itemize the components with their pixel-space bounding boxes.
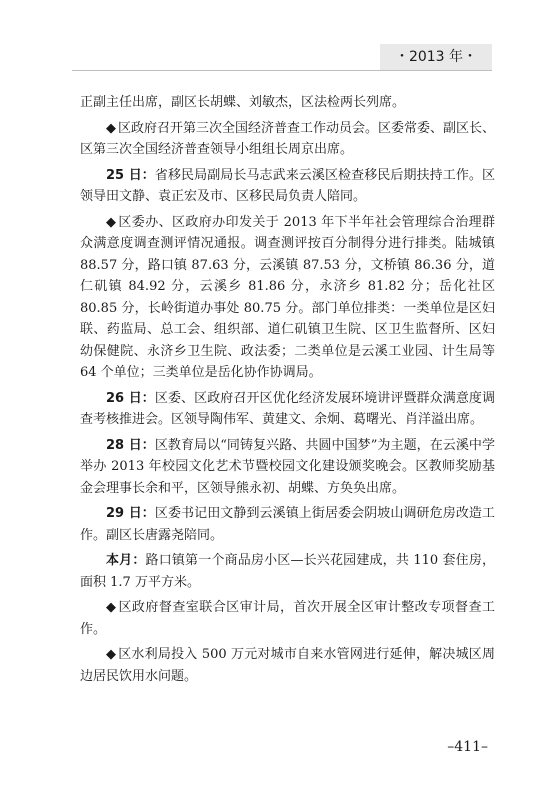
date-label: 28 日：: [106, 437, 155, 453]
date-label: 25 日：: [106, 167, 155, 183]
header-divider: [72, 70, 492, 71]
year-header-tag: ・2013 年・: [380, 44, 492, 70]
date-label: 29 日：: [106, 506, 155, 521]
diamond-bullet-icon: ◆: [106, 120, 116, 136]
paragraph-1: [80, 92, 495, 114]
paragraph-text: 省移民局副局长马志武来云溪区检查移民后期扶持工作。区领导田文静、袁正宏及市、区移民局负责人陪同。: [80, 167, 495, 204]
paragraph-9: [80, 597, 495, 640]
paragraph-8: [80, 550, 495, 593]
paragraph-text: 区委、区政府召开区优化经济发展环境讲评暨群众满意度调查考核推进会。区领导陶伟军、黄建文、余炯、葛曙光、肖洋溢出席。: [80, 390, 495, 427]
diamond-bullet-icon: ◆: [106, 214, 117, 230]
date-label: 本月：: [106, 553, 146, 568]
paragraph-text: 区委办、区政府办印发关于 2013 年下半年社会管理综合治理群众满意度调查测评情况通报。调查测评按百分制得分进行排类。陆城镇 88.57 分，路口镇 87.63 分，云溪镇 87.53 分，文桥镇 86.36 分，道仁矶镇 84.92 分，云溪乡 81.86 分，永济乡 81.82 分；岳化社区 80.85 分，长岭街道办事处 80.75 分。部门单位排类：一类单位是区妇联、药监局、总工会、组织部、道仁矶镇卫生院、区卫生监督所、区妇幼保健院、永济乡卫生院、政法委；二类单位是云溪工业园、计生局等 64 个单位；三类单位是岳化协作协调局。: [80, 214, 496, 380]
paragraph-text: 区政府督查室联合区审计局，首次开展全区审计整改专项督查工作。: [80, 600, 495, 637]
paragraph-text: 区教育局以“同铸复兴路、共圆中国梦”为主题，在云溪中学举办 2013 年校园文化艺术节暨校园文化建设颁奖晚会。区教师奖励基金会理事长余和平，区领导熊永初、胡蝶、方奂奂出席。: [80, 437, 495, 496]
paragraph-3: [80, 165, 495, 208]
date-label: 26 日：: [106, 390, 155, 406]
paragraph-text: 正副主任出席，副区长胡蝶、刘敏杰，区法检两长列席。: [80, 95, 406, 110]
paragraph-6: [80, 435, 495, 500]
page-number: –411–: [447, 739, 488, 755]
diamond-bullet-icon: ◆: [106, 600, 117, 615]
paragraph-text: 区委书记田文静到云溪镇上街居委会阴坡山调研危房改造工作。副区长唐露尧陪同。: [80, 506, 495, 543]
page-body: [80, 92, 495, 691]
paragraph-5: [80, 388, 495, 431]
diamond-bullet-icon: ◆: [106, 647, 117, 662]
paragraph-4: [80, 212, 495, 384]
paragraph-text: 区政府召开第三次全国经济普查工作动员会。区委常委、副区长、区第三次全国经济普查领导小组组长周京出席。: [80, 120, 496, 157]
paragraph-7: [80, 503, 495, 546]
paragraph-text: 路口镇第一个商品房小区—长兴花园建成，共 110 套住房，面积 1.7 万平方米。: [80, 553, 495, 590]
paragraph-text: 区水利局投入 500 万元对城市自来水管网进行延伸，解决城区周边居民饮用水问题。: [80, 647, 496, 684]
paragraph-2: [80, 118, 495, 161]
paragraph-10: [80, 644, 495, 687]
